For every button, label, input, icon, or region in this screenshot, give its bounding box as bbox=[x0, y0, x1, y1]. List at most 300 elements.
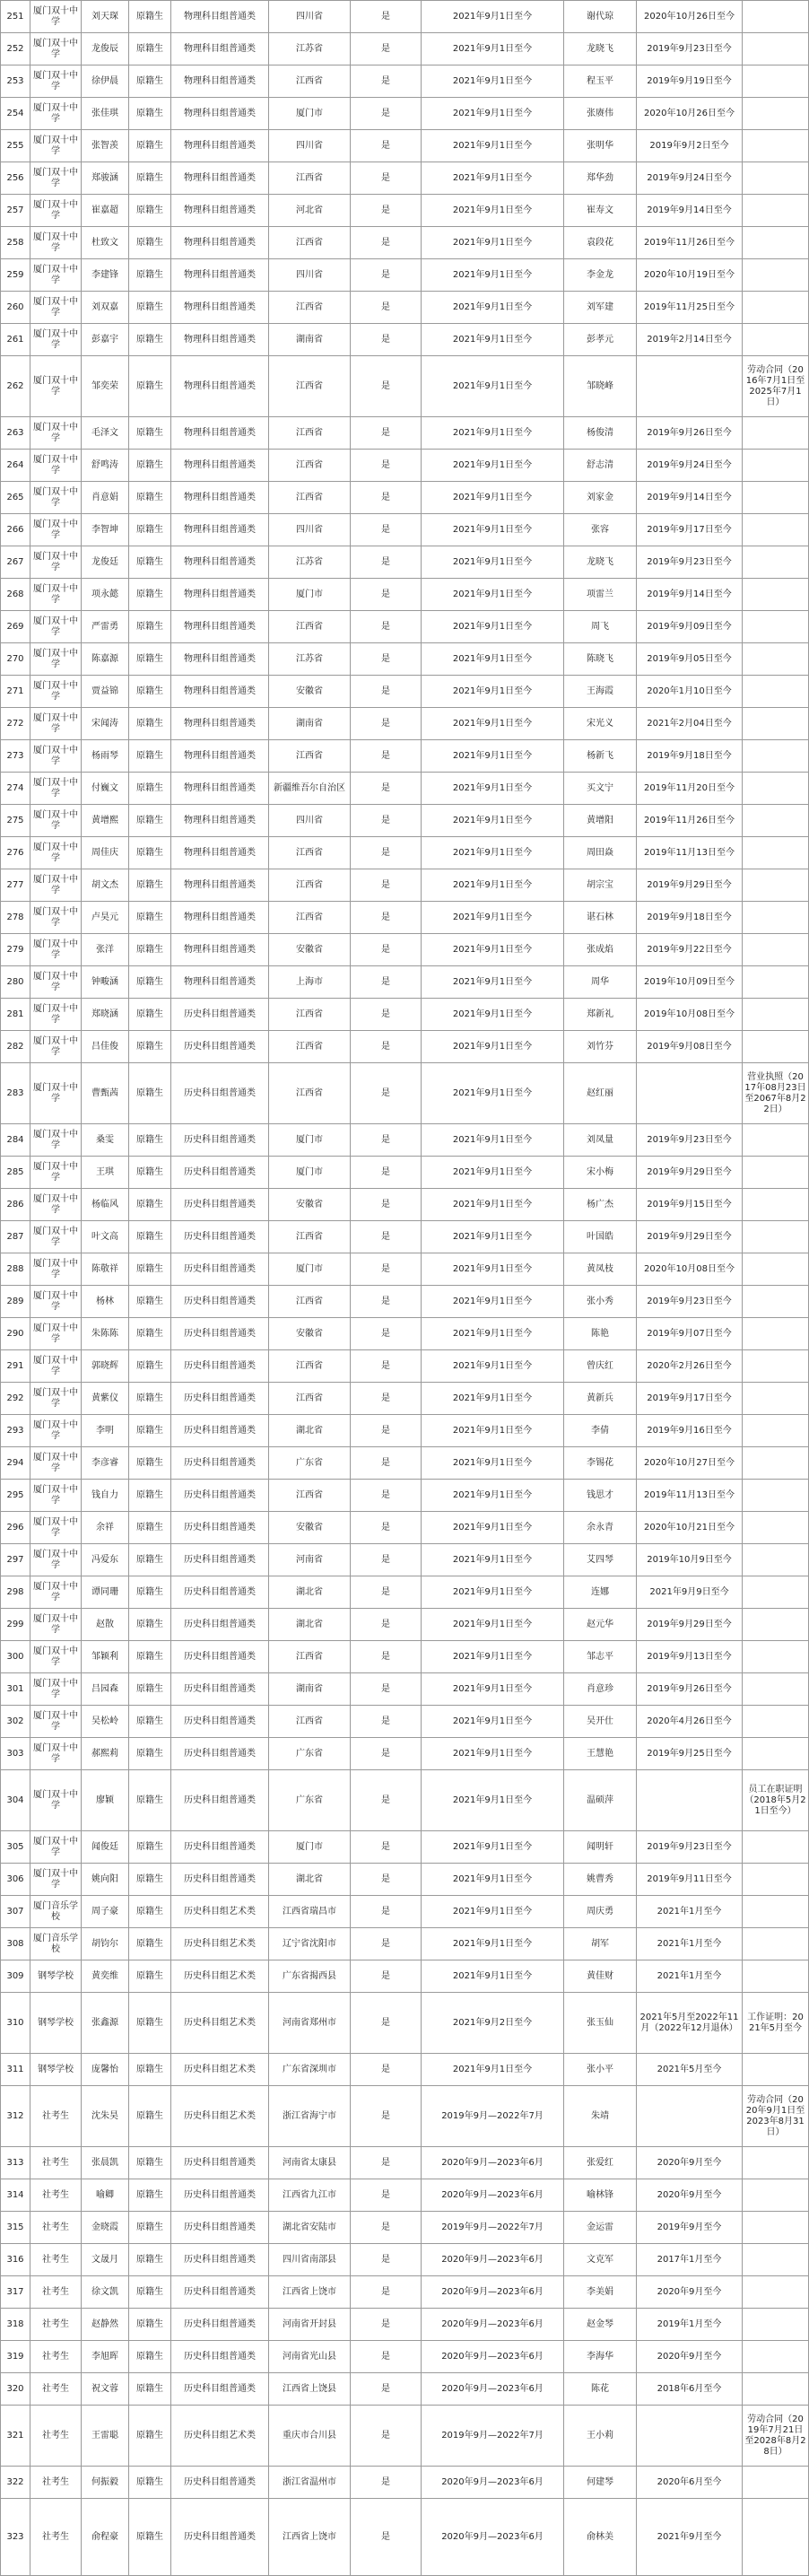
guardian-name-cell: 周飞 bbox=[564, 611, 637, 643]
residence-period-cell: 2019年11月25日至今 bbox=[637, 292, 743, 324]
subject-group-cell: 物理科目组普通类 bbox=[171, 482, 269, 514]
other-proof-cell bbox=[743, 546, 809, 579]
school-cell: 厦门双十中学 bbox=[30, 869, 82, 902]
student-status-cell: 原籍生 bbox=[129, 966, 171, 999]
student-status-cell: 原籍生 bbox=[129, 773, 171, 805]
household-location-cell: 安徽省 bbox=[269, 676, 351, 708]
household-location-cell: 江西省 bbox=[269, 1031, 351, 1063]
guardian-name-cell: 张小秀 bbox=[564, 1286, 637, 1318]
student-status-cell: 原籍生 bbox=[129, 98, 171, 130]
guardian-name-cell: 陈艳 bbox=[564, 1318, 637, 1350]
study-period-cell: 2020年9月—2023年6月 bbox=[422, 2147, 564, 2179]
flag-yes-cell: 是 bbox=[351, 1447, 422, 1480]
flag-yes-cell: 是 bbox=[351, 546, 422, 579]
student-status-cell: 原籍生 bbox=[129, 514, 171, 546]
study-period-cell: 2021年9月1日至今 bbox=[422, 227, 564, 259]
household-location-cell: 江西省 bbox=[269, 356, 351, 417]
student-name-cell: 彭嘉宇 bbox=[82, 324, 129, 356]
subject-group-cell: 历史科目组艺术类 bbox=[171, 1993, 269, 2054]
household-location-cell: 江西省 bbox=[269, 869, 351, 902]
household-location-cell: 河南省开封县 bbox=[269, 2309, 351, 2341]
row-number-cell: 295 bbox=[1, 1480, 30, 1512]
student-name-cell: 李彦睿 bbox=[82, 1447, 129, 1480]
guardian-name-cell: 杨广杰 bbox=[564, 1189, 637, 1221]
row-number-cell: 299 bbox=[1, 1609, 30, 1641]
table-row bbox=[1, 450, 809, 482]
study-period-cell: 2021年9月1日至今 bbox=[422, 1609, 564, 1641]
school-cell: 厦门双十中学 bbox=[30, 1031, 82, 1063]
study-period-cell: 2021年9月1日至今 bbox=[422, 356, 564, 417]
row-number-cell: 253 bbox=[1, 65, 30, 98]
subject-group-cell: 历史科目组艺术类 bbox=[171, 1960, 269, 1993]
other-proof-cell bbox=[743, 1318, 809, 1350]
flag-yes-cell: 是 bbox=[351, 2179, 422, 2212]
school-cell: 厦门双十中学 bbox=[30, 708, 82, 740]
household-location-cell: 广东省 bbox=[269, 1770, 351, 1831]
household-location-cell: 江西省 bbox=[269, 417, 351, 450]
student-name-cell: 吴松岭 bbox=[82, 1706, 129, 1738]
subject-group-cell: 历史科目组普通类 bbox=[171, 1318, 269, 1350]
table-row bbox=[1, 2373, 809, 2406]
residence-period-cell: 2019年9月22日至今 bbox=[637, 934, 743, 966]
guardian-name-cell: 李倩 bbox=[564, 1415, 637, 1447]
row-number-cell: 294 bbox=[1, 1447, 30, 1480]
student-status-cell: 原籍生 bbox=[129, 1928, 171, 1960]
guardian-name-cell: 曾庆红 bbox=[564, 1350, 637, 1383]
school-cell: 厦门双十中学 bbox=[30, 773, 82, 805]
school-cell: 厦门双十中学 bbox=[30, 1738, 82, 1770]
school-cell: 厦门双十中学 bbox=[30, 966, 82, 999]
row-number-cell: 263 bbox=[1, 417, 30, 450]
table-row bbox=[1, 2467, 809, 2499]
guardian-name-cell: 龙晓飞 bbox=[564, 33, 637, 65]
other-proof-cell bbox=[743, 450, 809, 482]
residence-period-cell: 2019年9月25日至今 bbox=[637, 1738, 743, 1770]
subject-group-cell: 物理科目组普通类 bbox=[171, 162, 269, 195]
school-cell: 厦门双十中学 bbox=[30, 1157, 82, 1189]
residence-period-cell: 2020年9月至今 bbox=[637, 2147, 743, 2179]
student-name-cell: 郑骏涵 bbox=[82, 162, 129, 195]
study-period-cell: 2021年9月1日至今 bbox=[422, 1928, 564, 1960]
household-location-cell: 河南省郑州市 bbox=[269, 1993, 351, 2054]
study-period-cell: 2021年9月1日至今 bbox=[422, 1896, 564, 1928]
student-name-cell: 舒鸣涛 bbox=[82, 450, 129, 482]
flag-yes-cell: 是 bbox=[351, 259, 422, 292]
row-number-cell: 300 bbox=[1, 1641, 30, 1673]
flag-yes-cell: 是 bbox=[351, 2499, 422, 2576]
household-location-cell: 湖南省 bbox=[269, 324, 351, 356]
student-name-cell: 黄奕维 bbox=[82, 1960, 129, 1993]
student-name-cell: 何振毅 bbox=[82, 2467, 129, 2499]
student-name-cell: 毛泽文 bbox=[82, 417, 129, 450]
table-row bbox=[1, 1253, 809, 1286]
subject-group-cell: 历史科目组普通类 bbox=[171, 1286, 269, 1318]
student-name-cell: 李明 bbox=[82, 1415, 129, 1447]
row-number-cell: 292 bbox=[1, 1383, 30, 1415]
student-status-cell: 原籍生 bbox=[129, 259, 171, 292]
residence-period-cell: 2019年9月24日至今 bbox=[637, 450, 743, 482]
row-number-cell: 282 bbox=[1, 1031, 30, 1063]
school-cell: 厦门双十中学 bbox=[30, 292, 82, 324]
residence-period-cell: 2021年1月至今 bbox=[637, 1928, 743, 1960]
residence-period-cell: 2019年9月14日至今 bbox=[637, 482, 743, 514]
other-proof-cell bbox=[743, 1415, 809, 1447]
subject-group-cell: 历史科目组普通类 bbox=[171, 2179, 269, 2212]
study-period-cell: 2021年9月1日至今 bbox=[422, 1447, 564, 1480]
student-name-cell: 李智坤 bbox=[82, 514, 129, 546]
flag-yes-cell: 是 bbox=[351, 1512, 422, 1544]
flag-yes-cell: 是 bbox=[351, 708, 422, 740]
study-period-cell: 2021年9月1日至今 bbox=[422, 33, 564, 65]
study-period-cell: 2021年9月1日至今 bbox=[422, 1770, 564, 1831]
study-period-cell: 2021年9月1日至今 bbox=[422, 195, 564, 227]
residence-period-cell: 2018年6月至今 bbox=[637, 2373, 743, 2406]
other-proof-cell bbox=[743, 1512, 809, 1544]
table-row bbox=[1, 292, 809, 324]
household-location-cell: 江西省 bbox=[269, 1706, 351, 1738]
flag-yes-cell: 是 bbox=[351, 579, 422, 611]
residence-period-cell: 2020年10月27日至今 bbox=[637, 1447, 743, 1480]
table-row bbox=[1, 2086, 809, 2147]
study-period-cell: 2021年9月1日至今 bbox=[422, 2054, 564, 2086]
other-proof-cell bbox=[743, 708, 809, 740]
student-name-cell: 朱陈陈 bbox=[82, 1318, 129, 1350]
student-name-cell: 郑晓涵 bbox=[82, 999, 129, 1031]
study-period-cell: 2021年9月1日至今 bbox=[422, 1350, 564, 1383]
row-number-cell: 261 bbox=[1, 324, 30, 356]
student-status-cell: 原籍生 bbox=[129, 1609, 171, 1641]
flag-yes-cell: 是 bbox=[351, 1928, 422, 1960]
study-period-cell: 2021年9月1日至今 bbox=[422, 1480, 564, 1512]
student-status-cell: 原籍生 bbox=[129, 417, 171, 450]
table-row bbox=[1, 2406, 809, 2467]
flag-yes-cell: 是 bbox=[351, 130, 422, 162]
subject-group-cell: 物理科目组普通类 bbox=[171, 195, 269, 227]
student-name-cell: 贾益锦 bbox=[82, 676, 129, 708]
other-proof-cell bbox=[743, 1253, 809, 1286]
flag-yes-cell: 是 bbox=[351, 1157, 422, 1189]
guardian-name-cell: 项雷兰 bbox=[564, 579, 637, 611]
school-cell: 厦门双十中学 bbox=[30, 259, 82, 292]
row-number-cell: 277 bbox=[1, 869, 30, 902]
student-status-cell: 原籍生 bbox=[129, 1350, 171, 1383]
table-row bbox=[1, 1286, 809, 1318]
row-number-cell: 251 bbox=[1, 1, 30, 33]
study-period-cell: 2020年9月—2023年6月 bbox=[422, 2373, 564, 2406]
residence-period-cell: 2019年9月至今 bbox=[637, 2212, 743, 2244]
school-cell: 厦门双十中学 bbox=[30, 1544, 82, 1576]
other-proof-cell bbox=[743, 869, 809, 902]
subject-group-cell: 物理科目组普通类 bbox=[171, 611, 269, 643]
study-period-cell: 2021年9月1日至今 bbox=[422, 1031, 564, 1063]
row-number-cell: 315 bbox=[1, 2212, 30, 2244]
other-proof-cell bbox=[743, 33, 809, 65]
study-period-cell: 2021年9月1日至今 bbox=[422, 1383, 564, 1415]
guardian-name-cell: 黄佳财 bbox=[564, 1960, 637, 1993]
subject-group-cell: 历史科目组普通类 bbox=[171, 1063, 269, 1124]
household-location-cell: 安徽省 bbox=[269, 934, 351, 966]
study-period-cell: 2021年9月1日至今 bbox=[422, 292, 564, 324]
other-proof-cell bbox=[743, 292, 809, 324]
row-number-cell: 278 bbox=[1, 902, 30, 934]
household-location-cell: 安徽省 bbox=[269, 1512, 351, 1544]
other-proof-cell bbox=[743, 2341, 809, 2373]
residence-period-cell bbox=[637, 1063, 743, 1124]
flag-yes-cell: 是 bbox=[351, 869, 422, 902]
table-row bbox=[1, 1738, 809, 1770]
student-status-cell: 原籍生 bbox=[129, 1864, 171, 1896]
student-name-cell: 钟畯涵 bbox=[82, 966, 129, 999]
flag-yes-cell: 是 bbox=[351, 1286, 422, 1318]
student-name-cell: 张智羡 bbox=[82, 130, 129, 162]
other-proof-cell bbox=[743, 2373, 809, 2406]
residence-period-cell: 2019年9月07日至今 bbox=[637, 1318, 743, 1350]
student-status-cell: 原籍生 bbox=[129, 1253, 171, 1286]
row-number-cell: 284 bbox=[1, 1124, 30, 1157]
school-cell: 厦门双十中学 bbox=[30, 1318, 82, 1350]
flag-yes-cell: 是 bbox=[351, 1383, 422, 1415]
study-period-cell: 2021年9月1日至今 bbox=[422, 902, 564, 934]
household-location-cell: 江西省上饶县 bbox=[269, 2373, 351, 2406]
student-status-cell: 原籍生 bbox=[129, 130, 171, 162]
table-row bbox=[1, 934, 809, 966]
flag-yes-cell: 是 bbox=[351, 1641, 422, 1673]
student-status-cell: 原籍生 bbox=[129, 999, 171, 1031]
study-period-cell: 2019年9月—2022年7月 bbox=[422, 2086, 564, 2147]
household-location-cell: 江西省上饶市 bbox=[269, 2276, 351, 2309]
other-proof-cell bbox=[743, 902, 809, 934]
residence-period-cell: 2019年9月05日至今 bbox=[637, 643, 743, 676]
flag-yes-cell: 是 bbox=[351, 643, 422, 676]
residence-period-cell: 2019年9月17日至今 bbox=[637, 1383, 743, 1415]
table-row bbox=[1, 805, 809, 837]
household-location-cell: 江西省 bbox=[269, 740, 351, 773]
school-cell: 厦门双十中学 bbox=[30, 902, 82, 934]
subject-group-cell: 历史科目组普通类 bbox=[171, 1350, 269, 1383]
guardian-name-cell: 刘军建 bbox=[564, 292, 637, 324]
school-cell: 社考生 bbox=[30, 2341, 82, 2373]
household-location-cell: 厦门市 bbox=[269, 579, 351, 611]
residence-period-cell: 2021年5月至2022年11月（2022年12月退休） bbox=[637, 1993, 743, 2054]
study-period-cell: 2021年9月1日至今 bbox=[422, 162, 564, 195]
student-name-cell: 闻俊廷 bbox=[82, 1831, 129, 1864]
school-cell: 厦门双十中学 bbox=[30, 482, 82, 514]
household-location-cell: 河南省 bbox=[269, 1544, 351, 1576]
other-proof-cell bbox=[743, 579, 809, 611]
subject-group-cell: 物理科目组普通类 bbox=[171, 259, 269, 292]
student-name-cell: 谭同珊 bbox=[82, 1576, 129, 1609]
flag-yes-cell: 是 bbox=[351, 514, 422, 546]
guardian-name-cell: 买文宁 bbox=[564, 773, 637, 805]
school-cell: 厦门双十中学 bbox=[30, 934, 82, 966]
student-name-cell: 徐伊晨 bbox=[82, 65, 129, 98]
row-number-cell: 274 bbox=[1, 773, 30, 805]
table-row bbox=[1, 324, 809, 356]
guardian-name-cell: 袁段花 bbox=[564, 227, 637, 259]
row-number-cell: 306 bbox=[1, 1864, 30, 1896]
student-status-cell: 原籍生 bbox=[129, 934, 171, 966]
subject-group-cell: 历史科目组艺术类 bbox=[171, 1896, 269, 1928]
subject-group-cell: 历史科目组普通类 bbox=[171, 2309, 269, 2341]
subject-group-cell: 物理科目组普通类 bbox=[171, 65, 269, 98]
student-status-cell: 原籍生 bbox=[129, 1960, 171, 1993]
guardian-name-cell: 张明华 bbox=[564, 130, 637, 162]
table-row bbox=[1, 1960, 809, 1993]
school-cell: 社考生 bbox=[30, 2212, 82, 2244]
student-status-cell: 原籍生 bbox=[129, 1157, 171, 1189]
student-status-cell: 原籍生 bbox=[129, 1480, 171, 1512]
residence-period-cell: 2019年9月29日至今 bbox=[637, 1609, 743, 1641]
residence-period-cell: 2019年10月9日至今 bbox=[637, 1544, 743, 1576]
household-location-cell: 江西省 bbox=[269, 450, 351, 482]
residence-period-cell: 2019年1月至今 bbox=[637, 2309, 743, 2341]
residence-period-cell: 2019年11月20日至今 bbox=[637, 773, 743, 805]
household-location-cell: 辽宁省沈阳市 bbox=[269, 1928, 351, 1960]
household-location-cell: 河北省 bbox=[269, 195, 351, 227]
student-status-cell: 原籍生 bbox=[129, 2244, 171, 2276]
school-cell: 社考生 bbox=[30, 2373, 82, 2406]
other-proof-cell bbox=[743, 1383, 809, 1415]
study-period-cell: 2019年9月—2022年7月 bbox=[422, 2406, 564, 2467]
subject-group-cell: 物理科目组普通类 bbox=[171, 227, 269, 259]
row-number-cell: 297 bbox=[1, 1544, 30, 1576]
school-cell: 厦门双十中学 bbox=[30, 98, 82, 130]
row-number-cell: 313 bbox=[1, 2147, 30, 2179]
subject-group-cell: 物理科目组普通类 bbox=[171, 934, 269, 966]
residence-period-cell: 2019年11月13日至今 bbox=[637, 837, 743, 869]
flag-yes-cell: 是 bbox=[351, 999, 422, 1031]
row-number-cell: 320 bbox=[1, 2373, 30, 2406]
table-row bbox=[1, 2212, 809, 2244]
row-number-cell: 296 bbox=[1, 1512, 30, 1544]
student-status-cell: 原籍生 bbox=[129, 356, 171, 417]
subject-group-cell: 物理科目组普通类 bbox=[171, 33, 269, 65]
residence-period-cell: 2021年5月至今 bbox=[637, 2054, 743, 2086]
table-row bbox=[1, 2276, 809, 2309]
row-number-cell: 307 bbox=[1, 1896, 30, 1928]
row-number-cell: 298 bbox=[1, 1576, 30, 1609]
student-status-cell: 原籍生 bbox=[129, 708, 171, 740]
household-location-cell: 四川省 bbox=[269, 514, 351, 546]
table-row bbox=[1, 1383, 809, 1415]
school-cell: 厦门双十中学 bbox=[30, 837, 82, 869]
guardian-name-cell: 钱思才 bbox=[564, 1480, 637, 1512]
other-proof-cell: 劳动合同（2019年7月21日至2028年8月28日） bbox=[743, 2406, 809, 2467]
other-proof-cell bbox=[743, 773, 809, 805]
guardian-name-cell: 张成焰 bbox=[564, 934, 637, 966]
flag-yes-cell: 是 bbox=[351, 1544, 422, 1576]
guardian-name-cell: 赵金琴 bbox=[564, 2309, 637, 2341]
table-row bbox=[1, 417, 809, 450]
residence-period-cell: 2019年9月13日至今 bbox=[637, 1641, 743, 1673]
row-number-cell: 314 bbox=[1, 2179, 30, 2212]
table-row bbox=[1, 643, 809, 676]
study-period-cell: 2021年9月1日至今 bbox=[422, 869, 564, 902]
study-period-cell: 2020年9月—2023年6月 bbox=[422, 2467, 564, 2499]
school-cell: 社考生 bbox=[30, 2499, 82, 2576]
guardian-name-cell: 赵元华 bbox=[564, 1609, 637, 1641]
table-row bbox=[1, 356, 809, 417]
student-name-cell: 张佳琪 bbox=[82, 98, 129, 130]
flag-yes-cell: 是 bbox=[351, 1770, 422, 1831]
school-cell: 厦门双十中学 bbox=[30, 1447, 82, 1480]
row-number-cell: 311 bbox=[1, 2054, 30, 2086]
residence-period-cell: 2019年9月18日至今 bbox=[637, 902, 743, 934]
table-row bbox=[1, 1928, 809, 1960]
residence-period-cell: 2019年9月29日至今 bbox=[637, 1221, 743, 1253]
residence-period-cell: 2019年9月24日至今 bbox=[637, 162, 743, 195]
row-number-cell: 271 bbox=[1, 676, 30, 708]
school-cell: 厦门双十中学 bbox=[30, 643, 82, 676]
subject-group-cell: 历史科目组普通类 bbox=[171, 1253, 269, 1286]
student-status-cell: 原籍生 bbox=[129, 2499, 171, 2576]
study-period-cell: 2021年9月1日至今 bbox=[422, 1221, 564, 1253]
subject-group-cell: 物理科目组普通类 bbox=[171, 579, 269, 611]
household-location-cell: 江西省 bbox=[269, 999, 351, 1031]
flag-yes-cell: 是 bbox=[351, 2406, 422, 2467]
study-period-cell: 2021年9月1日至今 bbox=[422, 1831, 564, 1864]
student-status-cell: 原籍生 bbox=[129, 2212, 171, 2244]
student-status-cell: 原籍生 bbox=[129, 1831, 171, 1864]
student-name-cell: 周子豪 bbox=[82, 1896, 129, 1928]
school-cell: 厦门双十中学 bbox=[30, 1124, 82, 1157]
flag-yes-cell: 是 bbox=[351, 837, 422, 869]
guardian-name-cell: 宋光义 bbox=[564, 708, 637, 740]
student-name-cell: 庞馨怡 bbox=[82, 2054, 129, 2086]
table-row bbox=[1, 1993, 809, 2054]
other-proof-cell bbox=[743, 676, 809, 708]
household-location-cell: 江苏省 bbox=[269, 546, 351, 579]
school-cell: 钢琴学校 bbox=[30, 1993, 82, 2054]
study-period-cell: 2021年9月1日至今 bbox=[422, 999, 564, 1031]
study-period-cell: 2020年9月—2023年6月 bbox=[422, 2276, 564, 2309]
residence-period-cell: 2019年11月13日至今 bbox=[637, 1480, 743, 1512]
row-number-cell: 305 bbox=[1, 1831, 30, 1864]
student-name-cell: 桑雯 bbox=[82, 1124, 129, 1157]
student-status-cell: 原籍生 bbox=[129, 2309, 171, 2341]
row-number-cell: 288 bbox=[1, 1253, 30, 1286]
flag-yes-cell: 是 bbox=[351, 740, 422, 773]
row-number-cell: 264 bbox=[1, 450, 30, 482]
guardian-name-cell: 舒志清 bbox=[564, 450, 637, 482]
row-number-cell: 318 bbox=[1, 2309, 30, 2341]
flag-yes-cell: 是 bbox=[351, 65, 422, 98]
guardian-name-cell: 连娜 bbox=[564, 1576, 637, 1609]
residence-period-cell: 2021年2月04日至今 bbox=[637, 708, 743, 740]
study-period-cell: 2021年9月1日至今 bbox=[422, 1, 564, 33]
residence-period-cell: 2019年9月09日至今 bbox=[637, 611, 743, 643]
study-period-cell: 2020年9月—2023年6月 bbox=[422, 2341, 564, 2373]
subject-group-cell: 物理科目组普通类 bbox=[171, 324, 269, 356]
study-period-cell: 2021年9月1日至今 bbox=[422, 1641, 564, 1673]
study-period-cell: 2021年9月1日至今 bbox=[422, 1738, 564, 1770]
household-location-cell: 四川省 bbox=[269, 805, 351, 837]
other-proof-cell bbox=[743, 1641, 809, 1673]
school-cell: 厦门双十中学 bbox=[30, 1609, 82, 1641]
subject-group-cell: 历史科目组普通类 bbox=[171, 1383, 269, 1415]
guardian-name-cell: 张小平 bbox=[564, 2054, 637, 2086]
household-location-cell: 江西省 bbox=[269, 65, 351, 98]
subject-group-cell: 物理科目组普通类 bbox=[171, 292, 269, 324]
flag-yes-cell: 是 bbox=[351, 1896, 422, 1928]
residence-period-cell: 2020年9月至今 bbox=[637, 2276, 743, 2309]
student-status-cell: 原籍生 bbox=[129, 2467, 171, 2499]
school-cell: 厦门双十中学 bbox=[30, 514, 82, 546]
guardian-name-cell: 郑华劲 bbox=[564, 162, 637, 195]
flag-yes-cell: 是 bbox=[351, 2276, 422, 2309]
row-number-cell: 270 bbox=[1, 643, 30, 676]
study-period-cell: 2021年9月1日至今 bbox=[422, 1576, 564, 1609]
